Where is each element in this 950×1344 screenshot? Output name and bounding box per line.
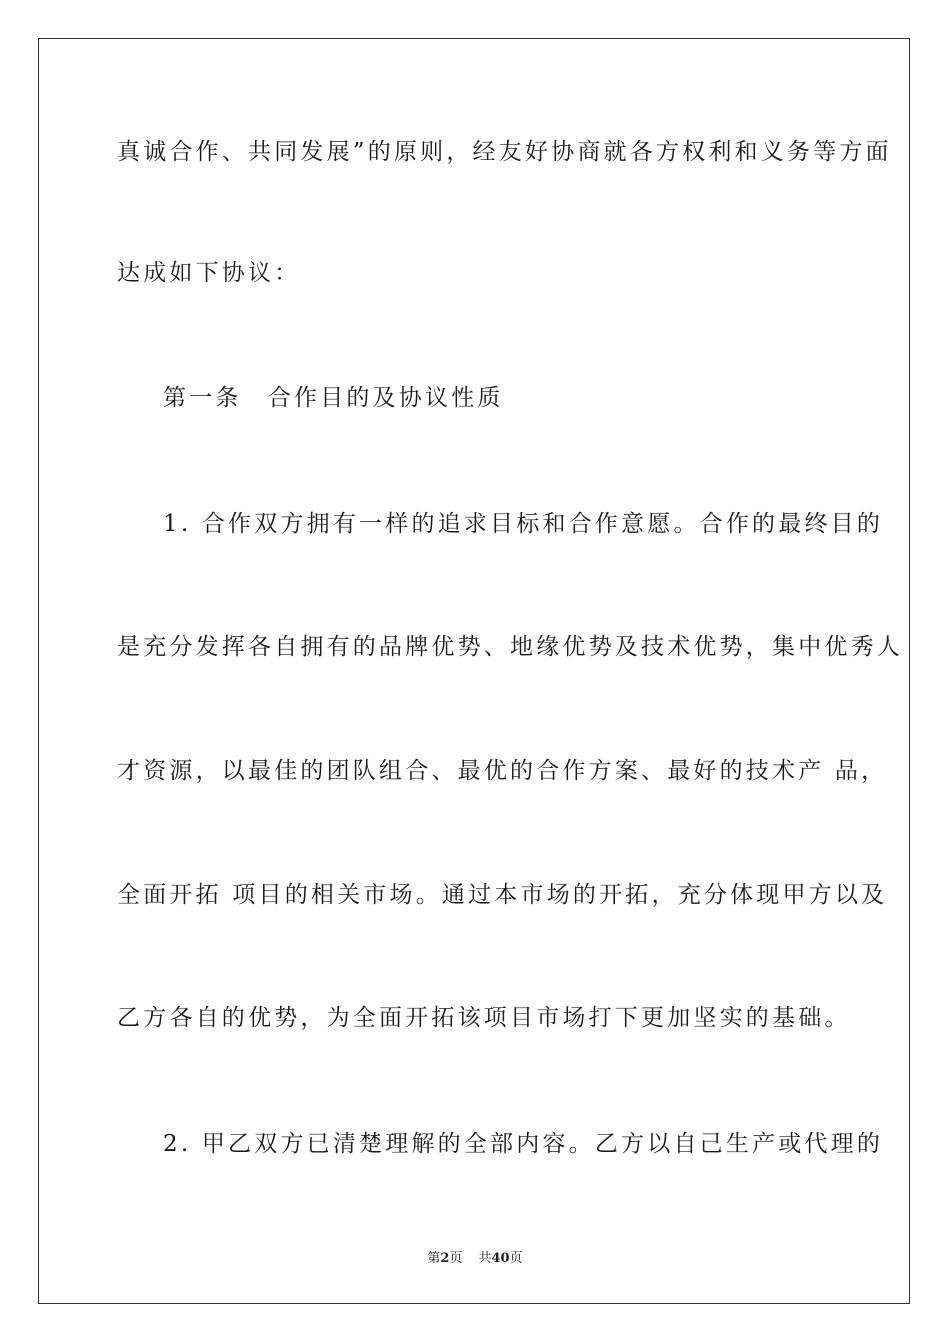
page-footer bbox=[0, 1247, 950, 1266]
footer-total-prefix: 共 bbox=[478, 1251, 492, 1266]
clause-1-line-5: 乙方各自的优势，为全面开拓该项目市场打下更加坚实的基础。 bbox=[117, 1005, 851, 1031]
footer-total-suffix: 页 bbox=[509, 1251, 523, 1266]
clause-1-line-4: 全面开拓 项目的相关市场。通过本市场的开拓，充分体现甲方以及 bbox=[117, 882, 888, 908]
footer-total-pages: 40 bbox=[491, 1251, 510, 1266]
clause-2-line-1: 2. 甲乙双方已清楚理解的全部内容。乙方以自己生产或代理的 bbox=[163, 1131, 884, 1157]
clause-1-line-1: 1. 合作双方拥有一样的追求目标和合作意愿。合作的最终目的 bbox=[163, 511, 884, 537]
page-border bbox=[38, 38, 910, 1304]
footer-page-prefix: 第 bbox=[427, 1251, 441, 1266]
section-heading: 第一条 合作目的及协议性质 bbox=[163, 385, 504, 411]
clause-1-line-2: 是充分发挥各自拥有的品牌优势、地缘优势及技术优势，集中优秀人 bbox=[117, 634, 903, 660]
body-line-2: 达成如下协议： bbox=[117, 260, 301, 286]
body-line-1: 真诚合作、共同发展”的原则，经友好协商就各方权利和义务等方面 bbox=[117, 139, 892, 165]
clause-1-line-3: 才资源，以最佳的团队组合、最优的合作方案、最好的技术产 品， bbox=[117, 758, 888, 784]
footer-page-number: 2 bbox=[440, 1251, 450, 1266]
footer-page-suffix: 页 bbox=[449, 1251, 463, 1266]
